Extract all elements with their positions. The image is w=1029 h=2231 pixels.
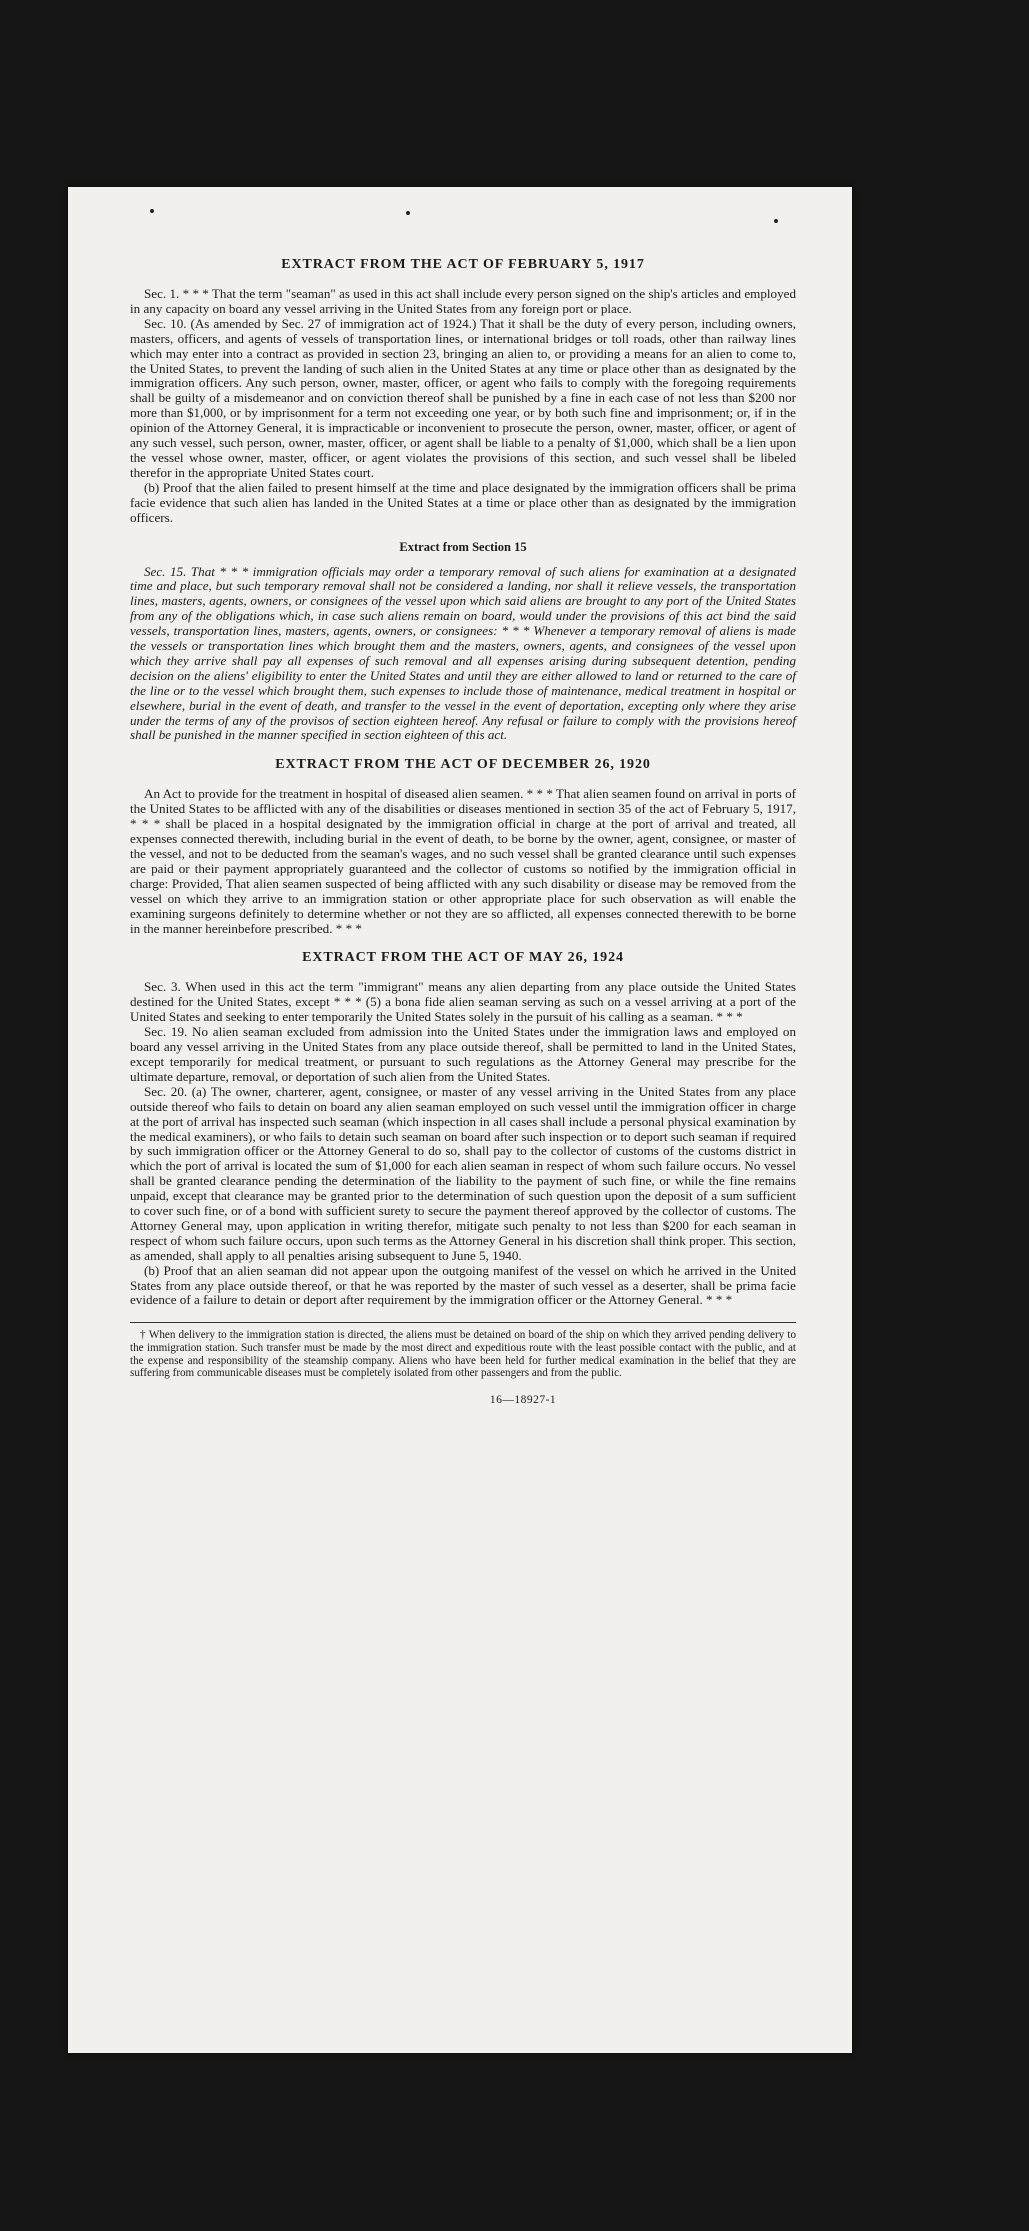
footnote: † When delivery to the immigration station is directed, the aliens must be detained on board of the ship on which they arrived pending delivery to the immigration station. Such transfer must be made by the most direct and expeditious route with the least possible contact with the public, and at the expense and responsibility of the steamship company. Aliens who have been held for further medical examination in the belief that they are suffering from communicable diseases must be completely isolated from other passengers and from the public. <box>130 1329 796 1380</box>
document-page <box>68 187 852 2053</box>
document-section <box>130 540 796 744</box>
paragraph: Sec. 20. (a) The owner, charterer, agent, consignee, or master of any vessel arriving in the United States from any place outside thereof who fails to detain on board any alien seaman employed on such vessel until the immigration officer in charge at the port of arrival has inspected such seaman (which inspection in all cases shall include a personal physical examination by the medical examiners), or who fails to detain such seaman on board after such inspection or to deport such seaman if required by such immigration officer or the Attorney General to do so, shall pay to the collector of customs of the customs district in which the port of arrival is located the sum of $1,000 for each alien seaman in respect of whom such failure occurs. No vessel shall be granted clearance pending the determination of the liability to the payment of such fine, or while the fine remains unpaid, except that clearance may be granted prior to the determination of such question upon the deposit of a sum sufficient to cover such fine, or of a bond with sufficient surety to secure the payment thereof approved by the collector of customs. The Attorney General may, upon application in writing therefor, mitigate such penalty to not less than $200 for each seaman in respect of whom such failure occurs, upon such terms as the Attorney General in his discretion shall think proper. This section, as amended, shall apply to all penalties arising subsequent to June 5, 1940. <box>130 1083 796 1263</box>
paragraph: (b) Proof that the alien failed to present himself at the time and place designated by the immigration officers shall be prima facie evidence that such alien has landed in the United States at a time or place other than as designated by the immigration officers. <box>130 479 796 525</box>
paragraph: Sec. 10. (As amended by Sec. 27 of immigration act of 1924.) That it shall be the duty of every person, including owners, masters, officers, and agents of vessels of transportation lines, or international bridges or toll roads, other than railway lines which may enter into a contract as provided in section 23, bringing an alien to, or providing a means for an alien to come to, the United States, to prevent the landing of such alien in the United States at any time or place other than as designated by the immigration officers. Any such person, owner, master, officer, or agent who fails to comply with the foregoing requirements shall be guilty of a misdemeanor and on conviction thereof shall be punished by a fine in each case of not less than $200 nor more than $1,000, or by imprisonment for a term not exceeding one year, or by both such fine and imprisonment; or, if in the opinion of the Attorney General, it is impracticable or inconvenient to prosecute the person, owner, master, officer, or agent of any such vessel, such person, owner, master, officer, or agent shall be liable to a penalty of $1,000, which shall be a lien upon the vessel whose owner, master, officer, or agent violates the provisions of this section, and such vessel shall be libeled therefor in the appropriate United States court. <box>130 315 796 480</box>
paragraph: Sec. 19. No alien seaman excluded from admission into the United States under the immigration laws and employed on board any vessel arriving in the United States from any place outside thereof, shall be permitted to land in the United States, except temporarily for medical treatment, or pursuant to such regulations as the Attorney General may prescribe for the ultimate departure, removal, or deportation of such alien from the United States. <box>130 1024 796 1084</box>
document-section <box>130 757 796 936</box>
section-heading: EXTRACT FROM THE ACT OF FEBRUARY 5, 1917 <box>281 257 645 272</box>
form-number: 16—18927-1 <box>489 1393 557 1406</box>
paragraph: (b) Proof that an alien seaman did not appear upon the outgoing manifest of the vessel on which he arrived in the United States from any place outside thereof, or that he was reported by the master of such vessel as a deserter, shall be prima facie evidence of a failure to detain or deport after requirement by the immigration officer or the Attorney General. * * * <box>130 1262 796 1308</box>
document-section <box>130 950 796 1308</box>
section-heading: EXTRACT FROM THE ACT OF DECEMBER 26, 1920 <box>275 757 651 773</box>
paragraph: Sec. 15. That * * * immigration officials may order a temporary removal of such aliens for examination at a designated time and place, but such temporary removal shall not be considered a landing, nor shall it relieve vessels, the transportation lines, masters, agents, owners, or consignees of the vessel upon which said aliens are brought to any port of the United States from any of the obligations which, in case such aliens remain on board, would under the provisions of this act bind the said vessels, transportation lines, masters, agents, owners, or consignees: * * * Whenever a temporary removal of aliens is made the vessels or transportation lines which brought them and the masters, owners, agents, and consignees of the vessel upon which they arrive shall pay all expenses of such removal and all expenses arising during subsequent detention, pending decision on the aliens' eligibility to enter the United States and until they are either allowed to land or returned to the care of the line or to the vessel which brought them, such expenses to include those of maintenance, medical treatment in hospital or elsewhere, burial in the event of death, and transfer to the vessel in the event of deportation, excepting only where they arise under the terms of any of the provisos of section eighteen hereof. Any refusal or failure to comply with the provisions hereof shall be punished in the manner specified in section eighteen of this act. <box>130 563 796 743</box>
paragraph: Sec. 1. * * * That the term "seaman" as used in this act shall include every person signed on the ship's articles and employed in any capacity on board any vessel arriving in the United States from any foreign port or place. <box>130 286 796 316</box>
paragraph: An Act to provide for the treatment in hospital of diseased alien seamen. * * * That alien seamen found on arrival in ports of the United States to be afflicted with any of the disabilities or diseases mentioned in section 35 of the act of February 5, 1917, * * * shall be placed in a hospital designated by the immigration official in charge at the port of arrival and treated, all expenses connected therewith, including burial in the event of death, to be borne by the owner, agent, consignee, or master of the vessel, and not to be deducted from the seaman's wages, and no such vessel shall be granted clearance until such expenses are paid or their payment appropriately guaranteed and the collector of customs so notified by the immigration official in charge: Provided, That alien seamen suspected of being afflicted with any such disability or disease may be removed from the vessel on which they arrive to an immigration station or other appropriate place for such observation as will enable the examining surgeons definitely to determine whether or not they are so afflicted, all expenses connected therewith to be borne in the manner hereinbefore prescribed. * * * <box>130 786 796 936</box>
punch-mark <box>406 211 410 215</box>
section-heading: EXTRACT FROM THE ACT OF MAY 26, 1924 <box>302 950 624 966</box>
footnote-divider <box>130 1322 796 1323</box>
punch-mark <box>774 219 778 223</box>
section-subheading: Extract from Section 15 <box>399 539 527 554</box>
paragraph: Sec. 3. When used in this act the term "immigrant" means any alien departing from any place outside the United States destined for the United States, except * * * (5) a bona fide alien seaman serving as such on a vessel arriving at a port of the United States and seeking to enter temporarily the United States solely in the pursuit of his calling as a seaman. * * * <box>130 979 796 1025</box>
document-body <box>130 257 796 1406</box>
document-section <box>130 257 796 526</box>
punch-mark <box>150 209 154 213</box>
